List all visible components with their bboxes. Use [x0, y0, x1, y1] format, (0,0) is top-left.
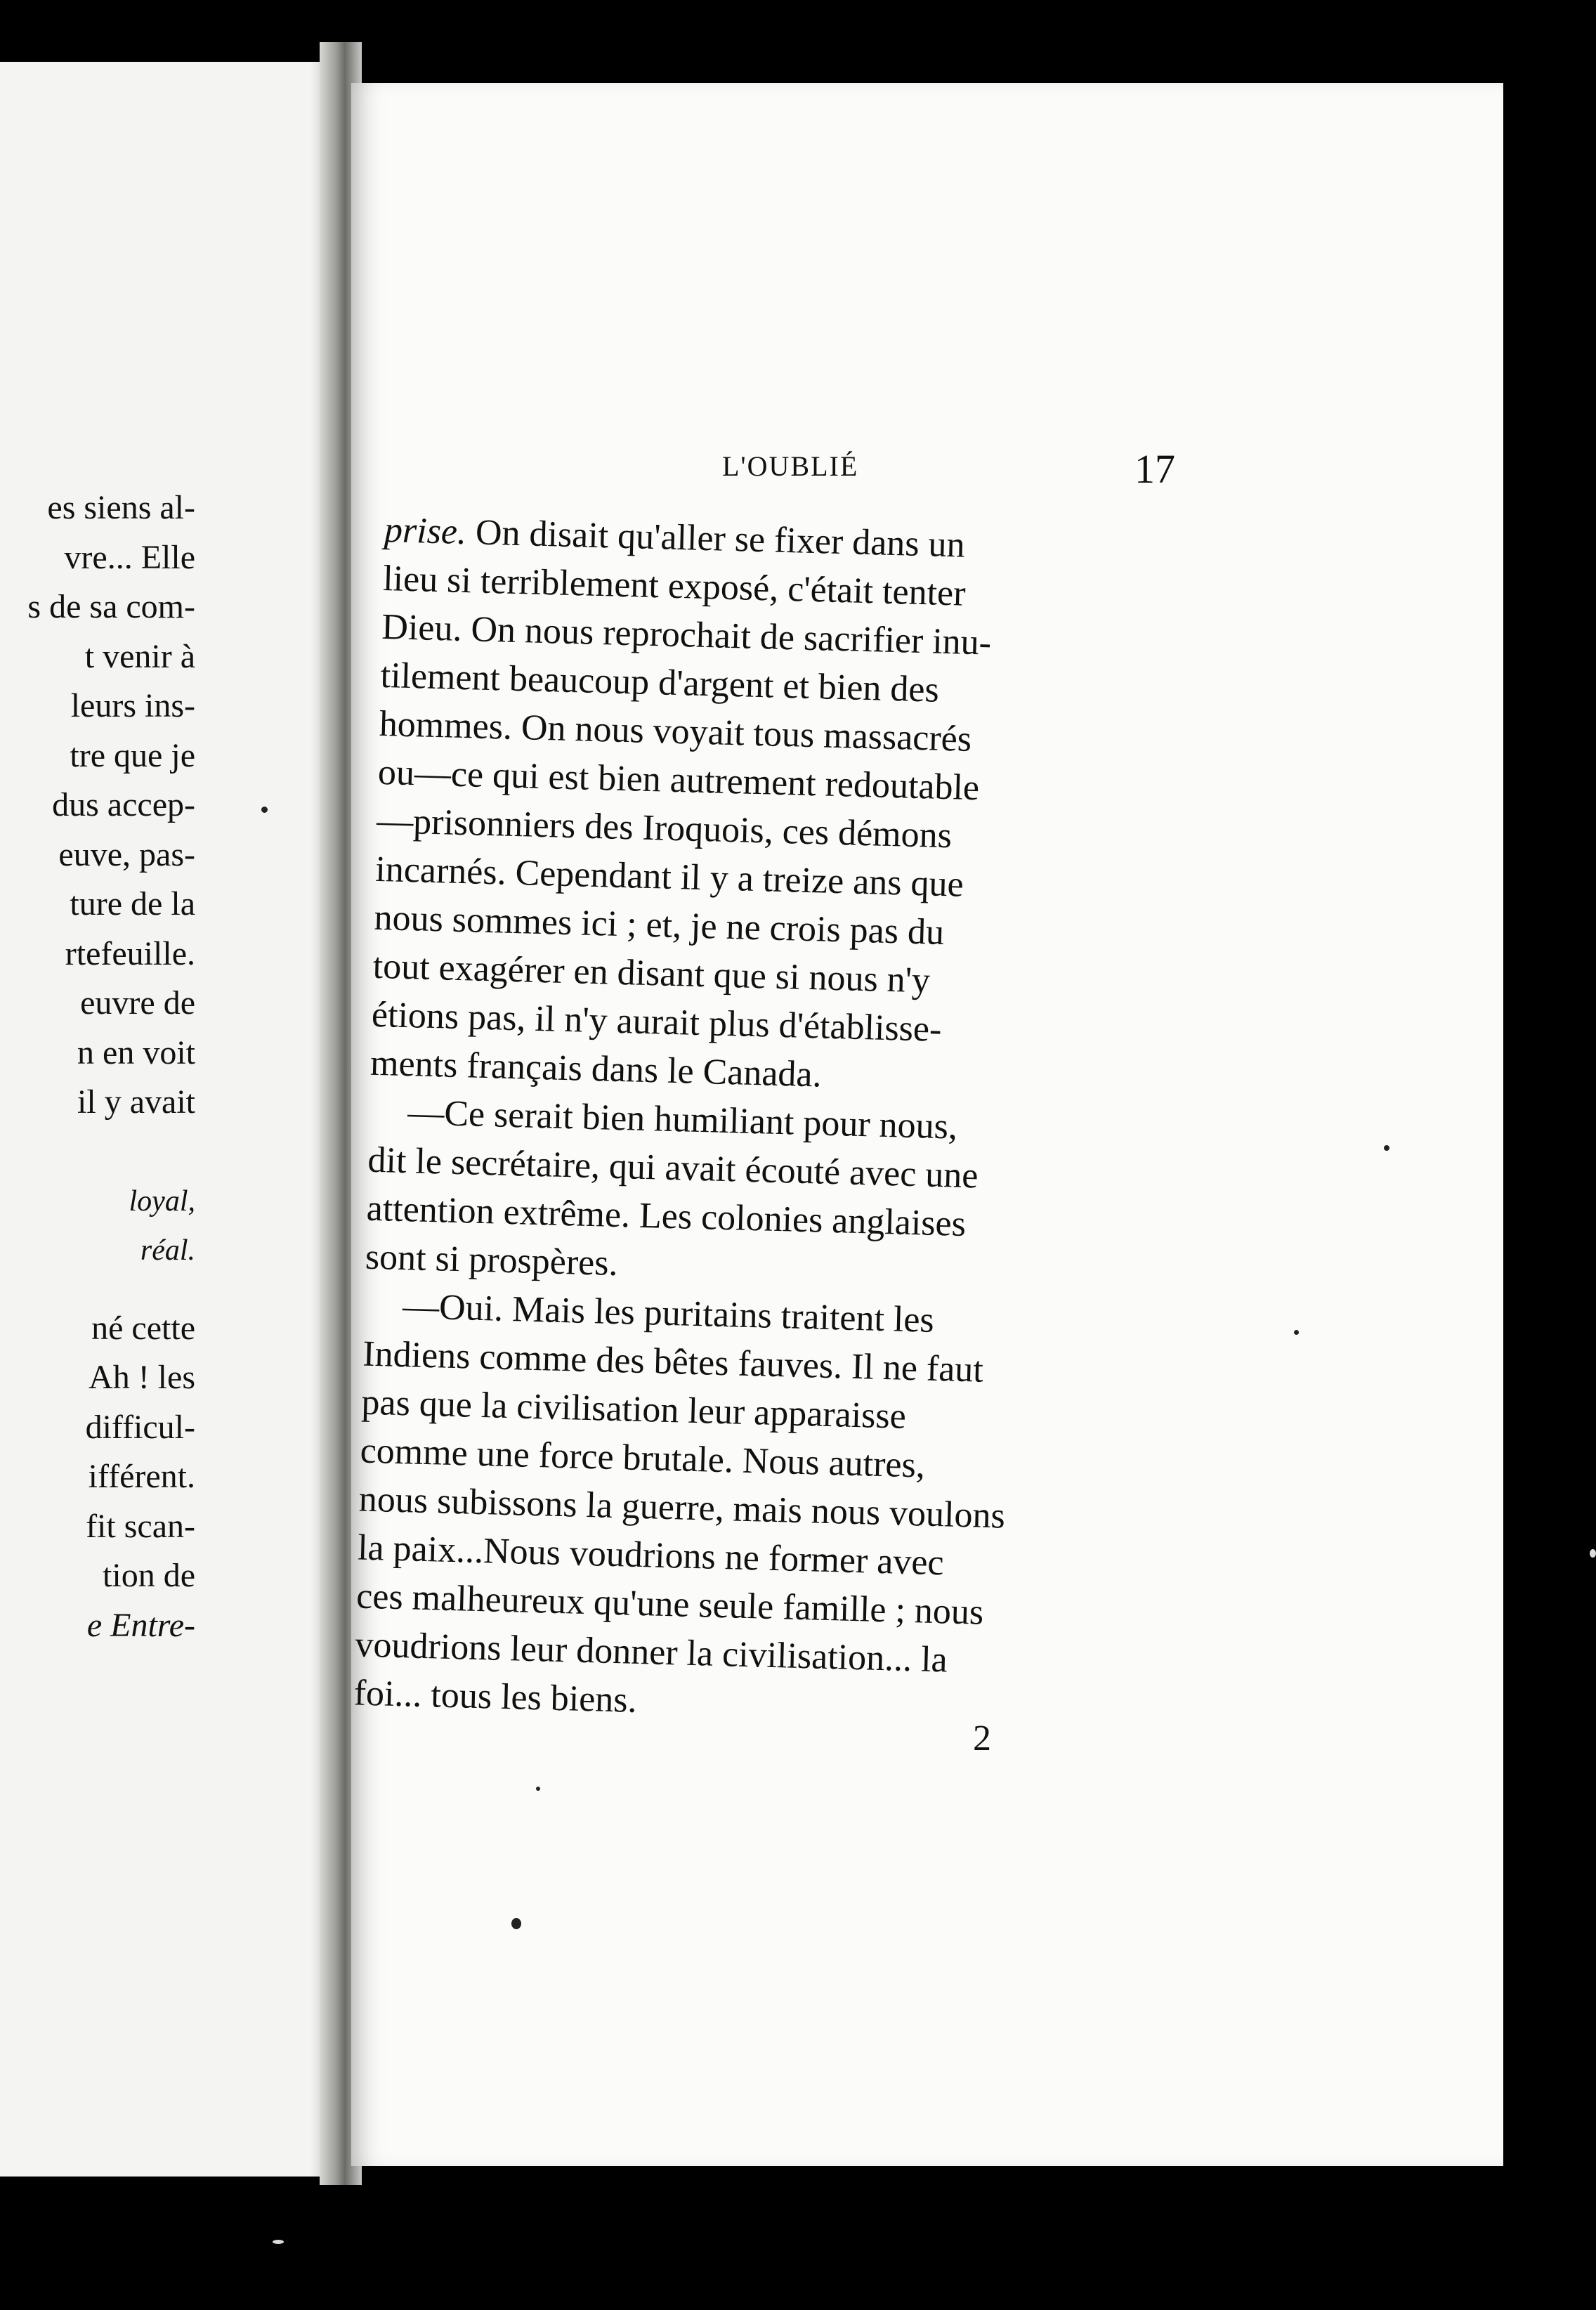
left-line: rtefeuille. [65, 934, 195, 972]
text-line: ou—ce qui est bien autrement redoutable [377, 752, 980, 809]
dust-speck [1590, 1549, 1596, 1558]
text-line: incarnés. Cependant il y a treize ans que [374, 849, 964, 905]
text-line: tout exagérer en disant que si nous n'y [372, 946, 931, 1001]
italic-word: prise. [384, 509, 467, 553]
left-line: fit scan- [86, 1507, 195, 1545]
left-line: tion de [103, 1557, 195, 1594]
left-signature-line: réal. [140, 1234, 195, 1267]
left-line: s de sa com- [27, 588, 195, 625]
running-head: L'OUBLIÉ [722, 450, 859, 482]
left-line: leurs ins- [70, 687, 195, 724]
text-line: lieu si terriblement exposé, c'était tenter [382, 558, 967, 614]
text-line: voudrions leur donner la civilisation... la [354, 1624, 948, 1681]
text-line-rest: On disait qu'aller se fixer dans un [475, 512, 966, 566]
left-line: tre que je [70, 736, 195, 774]
left-line: vre... Elle [64, 538, 195, 576]
left-page [0, 62, 330, 2177]
left-line: n en voit [77, 1033, 195, 1071]
dust-speck [536, 1787, 540, 1791]
dust-speck [273, 2240, 284, 2244]
text-line: nous sommes ici ; et, je ne crois pas du [373, 897, 945, 953]
left-line: es siens al- [47, 489, 195, 526]
dust-speck [511, 1918, 521, 1929]
left-line: ifférent. [88, 1458, 195, 1495]
text-line: foi... tous les biens. [353, 1673, 638, 1721]
paragraph [353, 1281, 1158, 1738]
left-line: euve, pas- [58, 835, 195, 873]
text-line: étions pas, il n'y aurait plus d'établisse- [371, 994, 943, 1050]
dust-speck [1384, 1145, 1389, 1151]
dust-speck [1294, 1330, 1299, 1335]
page-number: 17 [1134, 446, 1175, 492]
text-line: nous subissons la guerre, mais nous voulons [358, 1479, 1006, 1536]
text-line: hommes. On nous voyait tous massacrés [379, 703, 972, 759]
text-line: attention extrême. Les colonies anglaises [366, 1188, 967, 1244]
left-line: ture de la [70, 885, 195, 922]
text-line: tilement beaucoup d'argent et bien des [379, 655, 940, 710]
left-signature-line: loyal, [129, 1185, 195, 1218]
paragraph [369, 506, 1178, 1108]
left-line: euvre de [80, 984, 195, 1022]
text-line: la paix...Nous voudrions ne former avec [357, 1527, 945, 1584]
left-line: Ah ! les [89, 1359, 195, 1396]
text-line: ments français dans le Canada. [369, 1043, 823, 1095]
text-line: comme une force brutale. Nous autres, [360, 1430, 926, 1486]
left-page-text [0, 483, 195, 1650]
page-body-text [353, 506, 1179, 1738]
text-line: dit le secrétaire, qui avait écouté avec une [367, 1140, 979, 1196]
text-line: Dieu. On nous reprochait de sacrifier inu- [381, 606, 992, 663]
text-line: ces malheureux qu'une seule famille ; nous [355, 1576, 984, 1633]
text-line: —prisonniers des Iroquois, ces démons [376, 800, 953, 856]
left-line: difficul- [85, 1408, 195, 1446]
left-line: e Entre- [86, 1606, 195, 1644]
left-line: t venir à [84, 637, 195, 675]
text-line: —Oui. Mais les puritains traitent les [402, 1286, 935, 1340]
text-line: Indiens comme des bêtes fauves. Il ne faut [362, 1333, 984, 1390]
paragraph [365, 1088, 1163, 1302]
dust-speck [261, 807, 268, 813]
text-line: —Ce serait bien humiliant pour nous, [407, 1092, 958, 1147]
left-line: il y avait [77, 1083, 195, 1121]
text-line: sont si prospères. [365, 1236, 619, 1284]
left-line: dus accep- [52, 786, 195, 823]
text-line: pas que la civilisation leur apparaisse [360, 1382, 907, 1437]
left-line: né cette [91, 1309, 195, 1347]
signature-mark: 2 [973, 1718, 991, 1758]
